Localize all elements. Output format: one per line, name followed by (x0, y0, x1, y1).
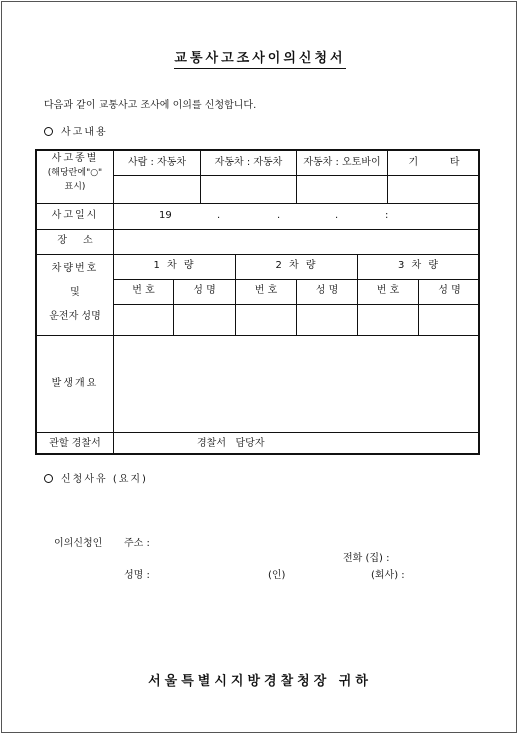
vehicle-1-number-label: 번 호 (132, 285, 155, 296)
applicant-label: 이의신청인 (54, 538, 103, 549)
vehicle-1-name-label: 성 명 (193, 285, 216, 296)
applicant-phone-home: 전화 (집) : (343, 553, 390, 564)
applicant-name: 성명 : (124, 570, 150, 581)
datetime-sep-1: . (217, 210, 221, 221)
type-option-person-car: 사람 : 자동차 (127, 157, 187, 168)
circle-bullet-icon (44, 474, 53, 483)
section-accident-heading (44, 123, 108, 138)
vehicle-2-name-label: 성 명 (315, 285, 339, 296)
applicant-address: 주소 : (124, 538, 150, 549)
document-title: 교통사고조사이의신청서 (0, 47, 520, 69)
type-option-car-car: 자동차 : 자동차 (214, 157, 283, 168)
vehicle-label-and: 및 (70, 287, 80, 298)
vehicle-3-number-label: 번 호 (376, 285, 400, 296)
section-reason-label: 신청사유 (요지) (61, 474, 148, 485)
applicant-seal: (인) (268, 570, 286, 581)
datetime-sep-3: . (335, 210, 339, 221)
datetime-year: 19 (159, 210, 172, 221)
police-station-officer: 경찰서 담당자 (197, 438, 265, 449)
police-station-label: 관할 경찰서 (49, 438, 101, 449)
vehicle-2-header: 2 차 량 (275, 260, 318, 271)
section-accident-label: 사고내용 (61, 127, 108, 138)
section-reason-heading (44, 470, 148, 485)
datetime-label: 사고일시 (51, 210, 99, 221)
vehicle-1-header: 1 차 량 (153, 260, 196, 271)
accident-type-hint-2: 표시) (64, 182, 86, 192)
accident-type-label: 사고종별 (51, 153, 99, 164)
intro-text: 다음과 같이 교통사고 조사에 이의를 신청합니다. (44, 100, 257, 111)
addressee-footer: 서울특별시지방경찰청장 귀하 (148, 674, 372, 689)
applicant-phone-office: (회사) : (371, 570, 405, 581)
datetime-sep-4: : (385, 210, 389, 221)
circle-bullet-icon (44, 127, 53, 136)
type-option-other: 기 타 (408, 157, 460, 168)
accident-form-table (35, 149, 480, 455)
accident-type-hint: (해당란에"○" (47, 168, 103, 178)
vehicle-2-number-label: 번 호 (254, 285, 278, 296)
vehicle-label: 차량번호 (51, 263, 99, 274)
type-option-car-motorcycle: 자동차 : 오토바이 (303, 157, 381, 168)
datetime-sep-2: . (277, 210, 281, 221)
vehicle-3-name-label: 성 명 (438, 285, 461, 296)
place-label: 장 소 (57, 235, 93, 246)
driver-name-label: 운전자 성명 (49, 311, 101, 322)
overview-label: 발생개요 (51, 378, 99, 389)
vehicle-3-header: 3 차 량 (397, 260, 441, 271)
